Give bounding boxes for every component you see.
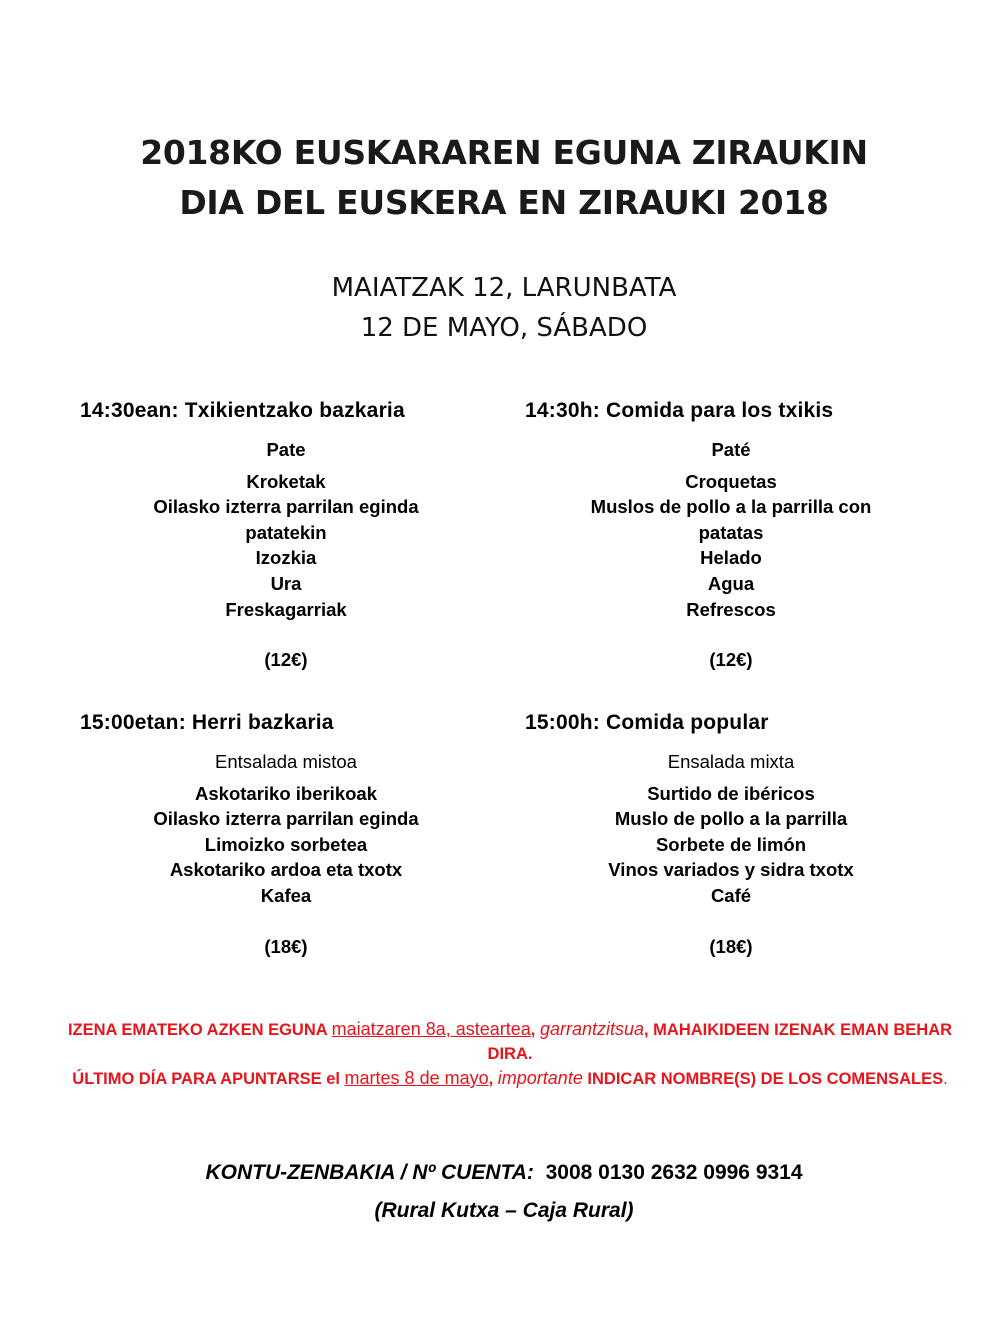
account-label: KONTU-ZENBAKIA / Nº CUENTA:	[205, 1161, 534, 1184]
notice-text: IZENA EMATEKO AZKEN EGUNA	[67, 1021, 332, 1039]
menu-popular-basque	[80, 709, 500, 959]
menu-kids-basque	[80, 397, 500, 673]
menu-item: Izozkia	[255, 547, 317, 569]
registration-notice	[60, 1017, 960, 1091]
menu-item: Vinos variados y sidra txotx	[608, 859, 854, 881]
menu-items	[80, 749, 492, 959]
page-title	[0, 128, 1008, 228]
menu-price: (18€)	[264, 935, 308, 957]
important-label: importante	[497, 1068, 583, 1088]
menu-item: Ensalada mixta	[667, 751, 795, 772]
menu-item: Muslo de pollo a la parrilla	[614, 808, 848, 830]
date-line-spanish: 12 DE MAYO, SÁBADO	[360, 313, 648, 343]
menu-item: patatas	[698, 521, 764, 543]
notice-text: , MAHAIKIDEEN IZENAK EMAN BEHAR DIRA.	[487, 1021, 953, 1063]
menu-item: Freskagarriak	[225, 598, 347, 620]
notice-separator: ,	[488, 1070, 498, 1088]
menu-item: Muslos de pollo a la parrilla con	[590, 496, 872, 518]
menu-items	[525, 437, 937, 673]
menu-item: Kafea	[260, 884, 312, 906]
menu-item: Limoizko sorbetea	[204, 833, 368, 855]
date-line-basque: MAIATZAK 12, LARUNBATA	[331, 273, 677, 303]
title-line-spanish: DIA DEL EUSKERA EN ZIRAUKI 2018	[179, 183, 829, 222]
menu-heading: 15:00h: Comida popular	[525, 711, 769, 734]
menu-heading: 14:30ean: Txikientzako bazkaria	[80, 399, 405, 422]
menu-heading: 15:00etan: Herri bazkaria	[80, 711, 334, 734]
menu-item: Pate	[266, 439, 306, 460]
menu-price: (12€)	[709, 649, 753, 671]
account-info	[0, 1157, 1008, 1189]
deadline-date: maiatzaren 8a, asteartea	[331, 1019, 531, 1039]
notice-text: ÚLTIMO DÍA PARA APUNTARSE el	[72, 1070, 345, 1088]
menu-price: (18€)	[709, 935, 753, 957]
menu-item: Askotariko ardoa eta txotx	[169, 859, 403, 881]
menu-item: Oilasko izterra parrilan eginda	[153, 496, 419, 518]
menu-item: Croquetas	[685, 470, 777, 492]
notice-end: .	[943, 1070, 948, 1088]
menu-heading: 14:30h: Comida para los txikis	[525, 399, 834, 422]
event-date	[0, 268, 1008, 348]
important-label: garrantzitsua	[539, 1019, 645, 1039]
title-line-basque: 2018KO EUSKARAREN EGUNA ZIRAUKIN	[140, 133, 868, 172]
menu-item: Agua	[707, 572, 755, 594]
bank-name: (Rural Kutxa – Caja Rural)	[374, 1199, 634, 1222]
notice-basque	[60, 1017, 960, 1066]
menu-item: Refrescos	[686, 598, 776, 620]
menu-item: Kroketak	[246, 470, 326, 492]
menu-item: Surtido de ibéricos	[647, 782, 815, 804]
menu-item: Sorbete de limón	[655, 833, 807, 855]
menu-item: Ura	[270, 572, 302, 594]
menu-item: Entsalada mistoa	[215, 751, 357, 772]
menu-kids-spanish	[525, 397, 945, 673]
menu-item: Oilasko izterra parrilan eginda	[153, 808, 419, 830]
menu-item: patatekin	[245, 521, 327, 543]
menu-item: Paté	[711, 439, 751, 460]
menu-items	[80, 437, 492, 673]
deadline-date: martes 8 de mayo	[344, 1068, 489, 1088]
menu-price: (12€)	[264, 649, 308, 671]
menu-item: Café	[710, 884, 752, 906]
menu-item: Askotariko iberikoak	[195, 782, 377, 804]
notice-spanish	[60, 1066, 960, 1091]
menu-item: Helado	[700, 547, 762, 569]
menu-items	[525, 749, 937, 959]
notice-text: INDICAR NOMBRE(S) DE LOS COMENSALES	[582, 1070, 944, 1088]
account-number: 3008 0130 2632 0996 9314	[545, 1161, 803, 1184]
menu-popular-spanish	[525, 709, 945, 959]
notice-separator: ,	[530, 1021, 540, 1039]
